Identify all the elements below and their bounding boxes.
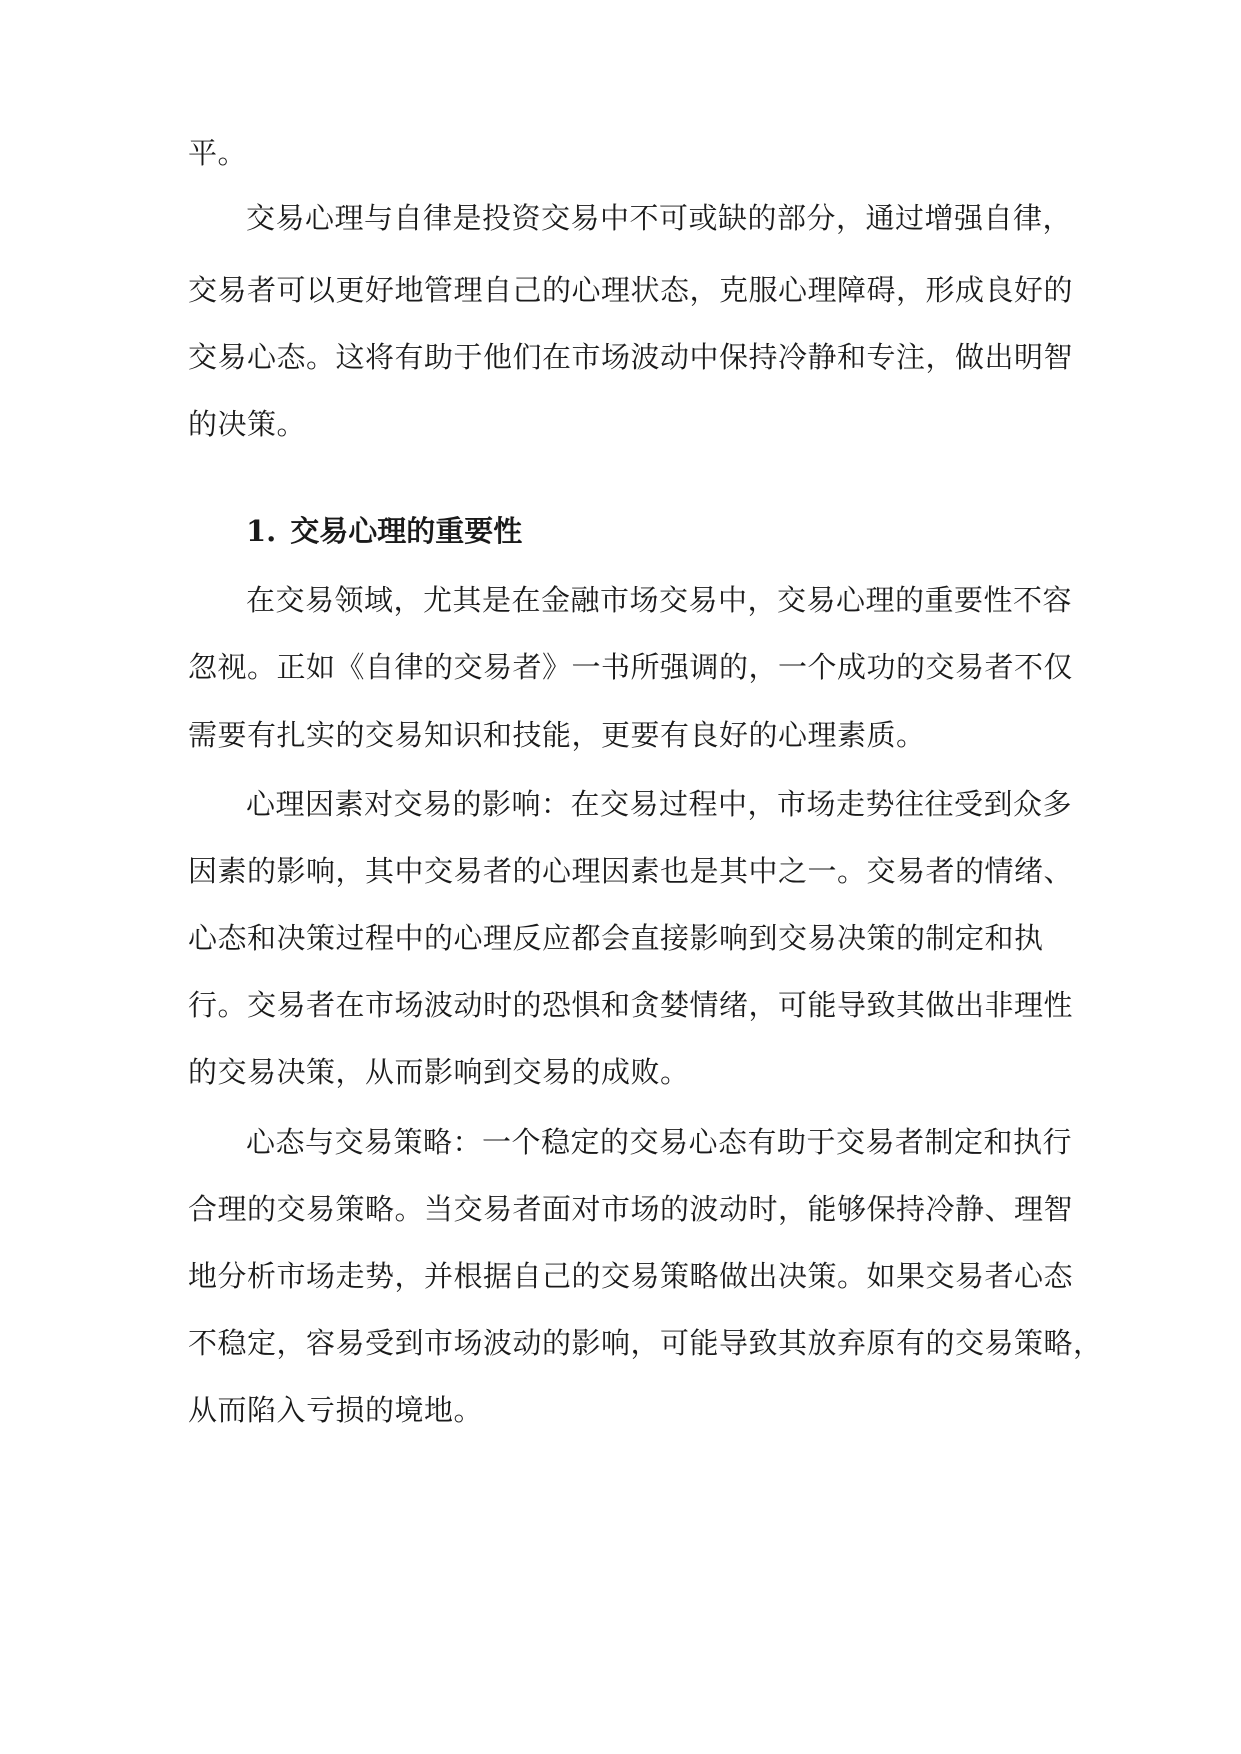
paragraph-line: 交易心理与自律是投资交易中不可或缺的部分，通过增强自律， — [246, 201, 1073, 235]
paragraph-line: 平。 — [188, 136, 248, 170]
section-number: 1. — [246, 514, 277, 548]
paragraph-line: 的决策。 — [188, 407, 307, 441]
paragraph-line: 忽视。正如《自律的交易者》一书所强调的，一个成功的交易者不仅 — [188, 650, 1074, 684]
section-title: 交易心理的重要性 — [290, 514, 523, 548]
paragraph-line: 在交易领域，尤其是在金融市场交易中，交易心理的重要性不容 — [246, 583, 1073, 617]
paragraph-line: 从而陷入亏损的境地。 — [188, 1393, 484, 1427]
paragraph-line: 需要有扎实的交易知识和技能，更要有良好的心理素质。 — [188, 718, 926, 752]
paragraph-line: 行。交易者在市场波动时的恐惧和贪婪情绪，可能导致其做出非理性 — [188, 988, 1074, 1022]
paragraph-line: 因素的影响，其中交易者的心理因素也是其中之一。交易者的情绪、 — [188, 854, 1074, 888]
paragraph-line: 不稳定，容易受到市场波动的影响，可能导致其放弃原有的交易策略， — [188, 1326, 1103, 1360]
paragraph-line: 合理的交易策略。当交易者面对市场的波动时，能够保持冷静、理智 — [188, 1192, 1074, 1226]
paragraph-line: 地分析市场走势，并根据自己的交易策略做出决策。如果交易者心态 — [188, 1259, 1074, 1293]
paragraph-line: 心理因素对交易的影响：在交易过程中，市场走势往往受到众多 — [246, 787, 1073, 821]
paragraph-line: 心态与交易策略：一个稳定的交易心态有助于交易者制定和执行 — [246, 1125, 1073, 1159]
paragraph-line: 的交易决策，从而影响到交易的成败。 — [188, 1055, 690, 1089]
paragraph-line: 交易者可以更好地管理自己的心理状态，克服心理障碍，形成良好的 — [188, 273, 1074, 307]
paragraph-line: 心态和决策过程中的心理反应都会直接影响到交易决策的制定和执 — [188, 921, 1044, 955]
section-heading — [246, 511, 522, 551]
paragraph-line: 交易心态。这将有助于他们在市场波动中保持冷静和专注，做出明智 — [188, 340, 1074, 374]
